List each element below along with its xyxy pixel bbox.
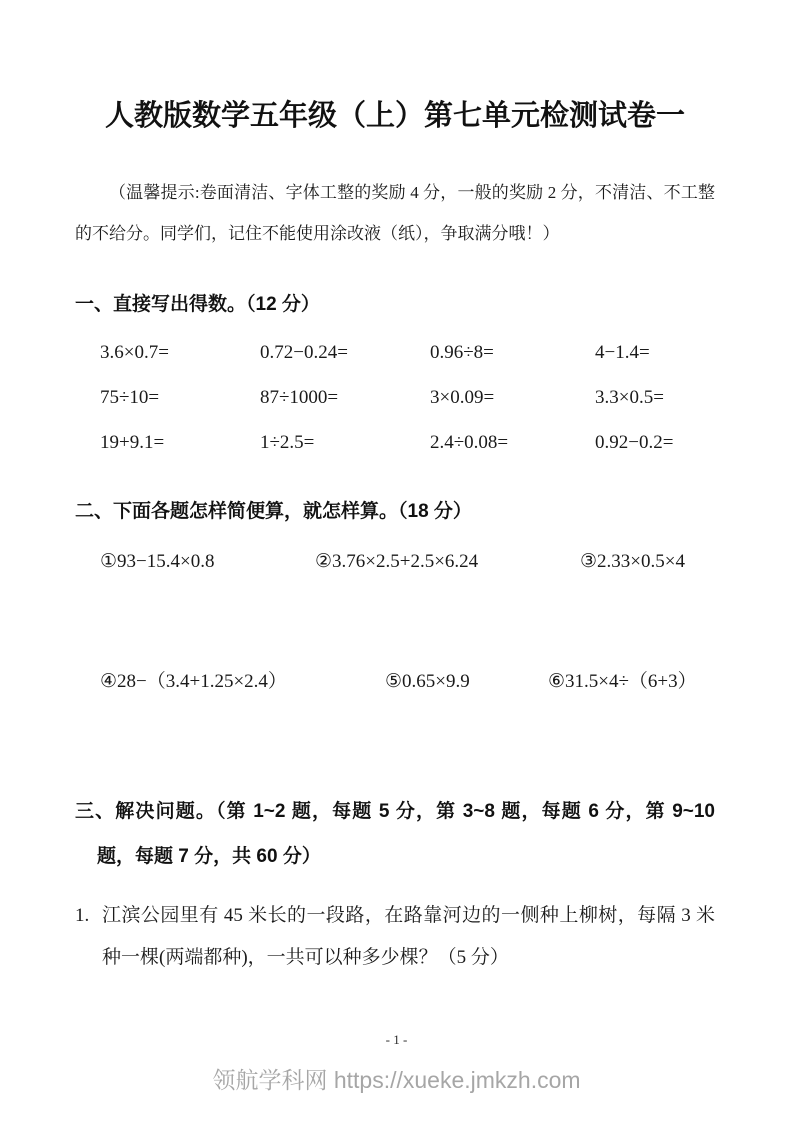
section2-row2 <box>75 669 715 695</box>
calc-item: 0.92−0.2= <box>595 431 674 453</box>
simplify-item: ③2.33×0.5×4 <box>580 550 685 572</box>
section3-heading: 三、解决问题。（第 1~2 题，每题 5 分，第 3~8 题，每题 6 分，第 9~10 题，每题 7 分，共 60 分） <box>75 800 715 867</box>
calc-item: 0.96÷8= <box>430 341 494 363</box>
calc-item: 3×0.09= <box>430 386 495 408</box>
calc-item: 3.3×0.5= <box>595 386 664 408</box>
problem-number: 1. <box>75 904 90 926</box>
simplify-item: ⑥31.5×4÷（6+3） <box>548 670 697 692</box>
problem-1 <box>75 895 715 979</box>
simplify-item: ⑤0.65×9.9 <box>385 670 470 692</box>
section2-row1 <box>75 549 715 575</box>
simplify-item: ②3.76×2.5+2.5×6.24 <box>315 550 479 572</box>
calc-item: 0.72−0.24= <box>260 341 348 363</box>
section1-heading: 一、直接写出得数。（12 分） <box>75 293 320 315</box>
page-title: 人教版数学五年级（上）第七单元检测试卷一 <box>104 100 685 132</box>
calc-item: 87÷1000= <box>260 386 339 408</box>
simplify-item: ④28−（3.4+1.25×2.4） <box>100 670 287 692</box>
watermark-text: 领航学科网 https://xueke.jmkzh.com <box>212 1067 581 1093</box>
calc-item: 19+9.1= <box>100 431 165 453</box>
calc-item: 4−1.4= <box>595 341 650 363</box>
section2-heading: 二、下面各题怎样简便算，就怎样算。（18 分） <box>75 500 472 522</box>
hint-paragraph: （温馨提示:卷面清洁、字体工整的奖励 4 分，一般的奖励 2 分，不清洁、不工整的不给分。同学们，记住不能使用涂改液（纸），争取满分哦！） <box>75 182 715 243</box>
page-number: - 1 - <box>385 1032 408 1047</box>
section1-calc-grid <box>75 330 715 465</box>
simplify-item: ①93−15.4×0.8 <box>100 550 215 572</box>
calc-item: 2.4÷0.08= <box>430 431 509 453</box>
problem-text: 江滨公园里有 45 米长的一段路，在路靠河边的一侧种上柳树，每隔 3 米种一棵(两端都种)，一共可以种多少棵？（5 分） <box>102 904 715 968</box>
calc-item: 1÷2.5= <box>260 431 315 453</box>
calc-item: 3.6×0.7= <box>100 341 169 363</box>
calc-item: 75÷10= <box>100 386 160 408</box>
